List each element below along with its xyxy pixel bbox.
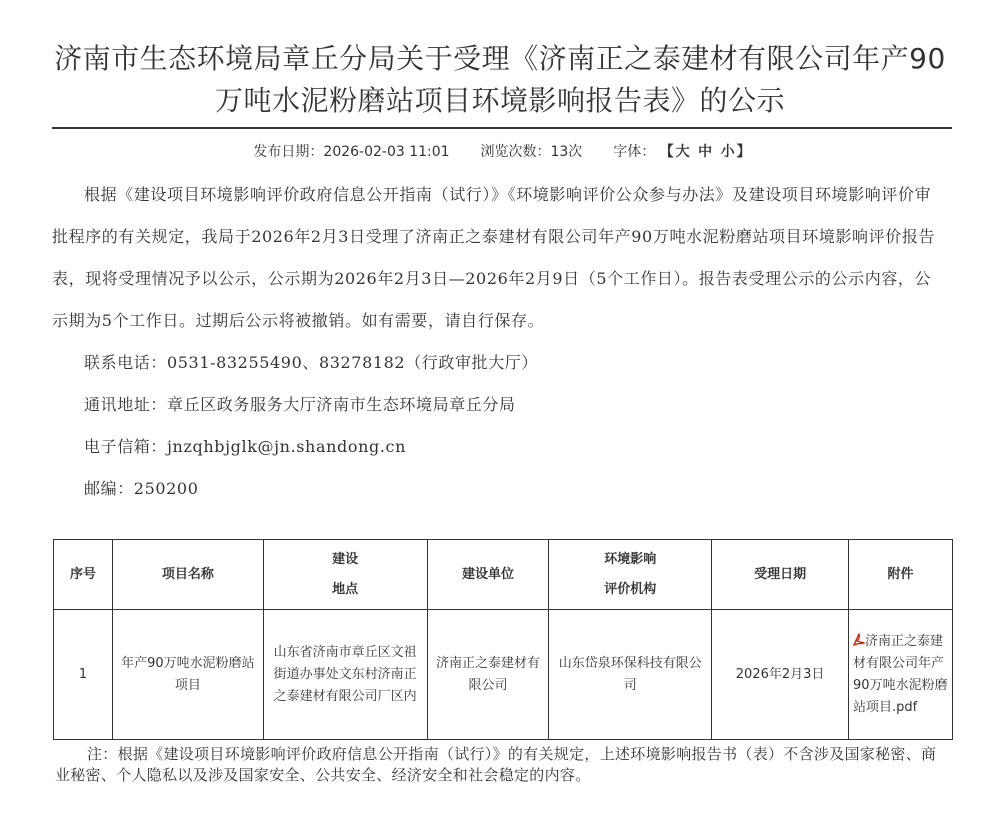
article-meta [52, 141, 952, 161]
article-body [52, 174, 947, 510]
views-label: 浏览次数： [480, 144, 551, 160]
font-size-label: 字体： [613, 144, 656, 160]
contact-email: 电子信箱：jnzqhbjglk@jn.shandong.cn [84, 437, 406, 456]
title-area [50, 38, 950, 122]
attachment-link[interactable] [853, 634, 948, 715]
header-eia-line1: 环境影响 [604, 551, 657, 567]
cell-date: 2026年2月3日 [712, 610, 849, 740]
cell-attachment [849, 610, 953, 740]
table-header-row [54, 540, 953, 610]
contact-phone: 联系电话：0531-83255490、83278182（行政审批大厅） [84, 353, 539, 372]
header-unit: 建设单位 [427, 540, 549, 610]
contact-postcode: 邮编：250200 [84, 479, 199, 498]
bracket-open: 【 [659, 144, 674, 160]
views-count: 13次 [550, 144, 583, 160]
cell-name: 年产90万吨水泥粉磨站项目 [112, 610, 263, 740]
page-title: 济南市生态环境局章丘分局关于受理《济南正之泰建材有限公司年产90万吨水泥粉磨站项目环境影响报告表》的公示 [54, 42, 946, 117]
cell-no: 1 [54, 610, 113, 740]
publish-date: 2026-02-03 11:01 [323, 144, 450, 160]
header-attachment: 附件 [849, 540, 953, 610]
header-date: 受理日期 [712, 540, 849, 610]
header-eia-line2: 评价机构 [604, 581, 657, 597]
header-site-line2: 地点 [332, 581, 359, 597]
header-name: 项目名称 [112, 540, 263, 610]
footnote: 注：根据《建设项目环境影响评价政府信息公开指南（试行）》的有关规定，上述环境影响报告书（表）不含涉及国家秘密、商业秘密、个人隐私以及涉及国家安全、公共安全、经济安全和社会稳定的内容。 [55, 745, 937, 784]
cell-unit: 济南正之泰建材有限公司 [427, 610, 549, 740]
attachment-filename: 济南正之泰建材有限公司年产90万吨水泥粉磨站项目.pdf [853, 633, 948, 715]
font-size-large[interactable]: 大 [675, 144, 690, 160]
header-eia [549, 540, 712, 610]
publish-date-label: 发布日期： [253, 144, 324, 160]
font-size-small[interactable]: 小 [720, 144, 735, 160]
font-size-medium[interactable]: 中 [698, 144, 713, 160]
title-divider [52, 127, 952, 129]
cell-eia: 山东岱泉环保科技有限公司 [549, 610, 712, 740]
header-no: 序号 [54, 540, 113, 610]
main-paragraph: 根据《建设项目环境影响评价政府信息公开指南（试行）》《环境影响评价公众参与办法》及建设项目环境影响评价审批程序的有关规定，我局于2026年2月3日受理了济南正之泰建材有限公司年产90万吨水泥粉磨站项目环境影响评价报告表，现将受理情况予以公示，公示期为2026年2月3日—2026年2月9日（5个工作日）。报告表受理公示的公示内容，公示期为5个工作日。过期后公示将被撤销。如有需要，请自行保存。 [52, 185, 936, 330]
table-row [54, 610, 953, 740]
contact-address: 通讯地址：章丘区政务服务大厅济南市生态环境局章丘分局 [84, 395, 516, 414]
project-table [53, 539, 953, 740]
pdf-icon [853, 633, 865, 646]
cell-site: 山东省济南市章丘区文祖街道办事处文东村济南正之泰建材有限公司厂区内 [263, 610, 427, 740]
header-site [263, 540, 427, 610]
header-site-line1: 建设 [332, 551, 359, 567]
bracket-close: 】 [736, 144, 751, 160]
